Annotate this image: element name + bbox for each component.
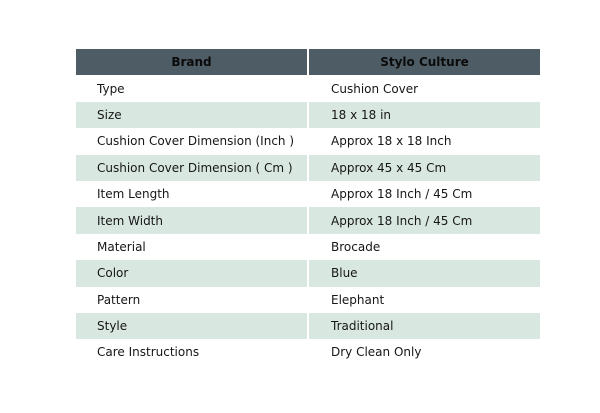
header-brand: Brand bbox=[171, 55, 212, 70]
table-row-dimension-cm bbox=[76, 155, 540, 181]
spec-value: Cushion Cover bbox=[307, 75, 540, 101]
spec-value: Approx 18 x 18 Inch bbox=[307, 128, 540, 154]
header-brand-value: Stylo Culture bbox=[307, 49, 540, 75]
spec-value: Elephant bbox=[307, 287, 540, 313]
spec-value: Approx 18 Inch / 45 Cm bbox=[307, 181, 540, 207]
spec-value: Approx 45 x 45 Cm bbox=[307, 155, 540, 181]
spec-value: Approx 18 Inch / 45 Cm bbox=[307, 207, 540, 233]
spec-label: Item Length bbox=[97, 187, 170, 202]
spec-label: Cushion Cover Dimension ( Cm ) bbox=[97, 160, 293, 175]
spec-label: Material bbox=[97, 239, 146, 254]
table-row-pattern bbox=[76, 287, 540, 313]
table-row-type bbox=[76, 75, 540, 101]
spec-label: Size bbox=[97, 107, 122, 122]
spec-value: Dry Clean Only bbox=[307, 339, 540, 365]
spec-label: Pattern bbox=[97, 292, 141, 307]
spec-value: 18 x 18 in bbox=[307, 102, 540, 128]
table-row-item-length bbox=[76, 181, 540, 207]
table-row-item-width bbox=[76, 207, 540, 233]
table-row-material bbox=[76, 234, 540, 260]
table-row-style bbox=[76, 313, 540, 339]
spec-label: Cushion Cover Dimension (Inch ) bbox=[97, 134, 295, 149]
spec-label: Care Instructions bbox=[97, 345, 200, 360]
spec-label: Style bbox=[97, 319, 128, 334]
table-row-dimension-inch bbox=[76, 128, 540, 154]
spec-label: Color bbox=[97, 266, 129, 281]
table-row-care-instructions bbox=[76, 339, 540, 365]
product-spec-table bbox=[76, 49, 540, 366]
spec-value: Brocade bbox=[307, 234, 540, 260]
spec-label: Item Width bbox=[97, 213, 163, 228]
spec-value: Traditional bbox=[307, 313, 540, 339]
table-header-row bbox=[76, 49, 540, 75]
table-row-color bbox=[76, 260, 540, 286]
table-row-size bbox=[76, 102, 540, 128]
spec-label: Type bbox=[97, 81, 125, 96]
spec-value: Blue bbox=[307, 260, 540, 286]
